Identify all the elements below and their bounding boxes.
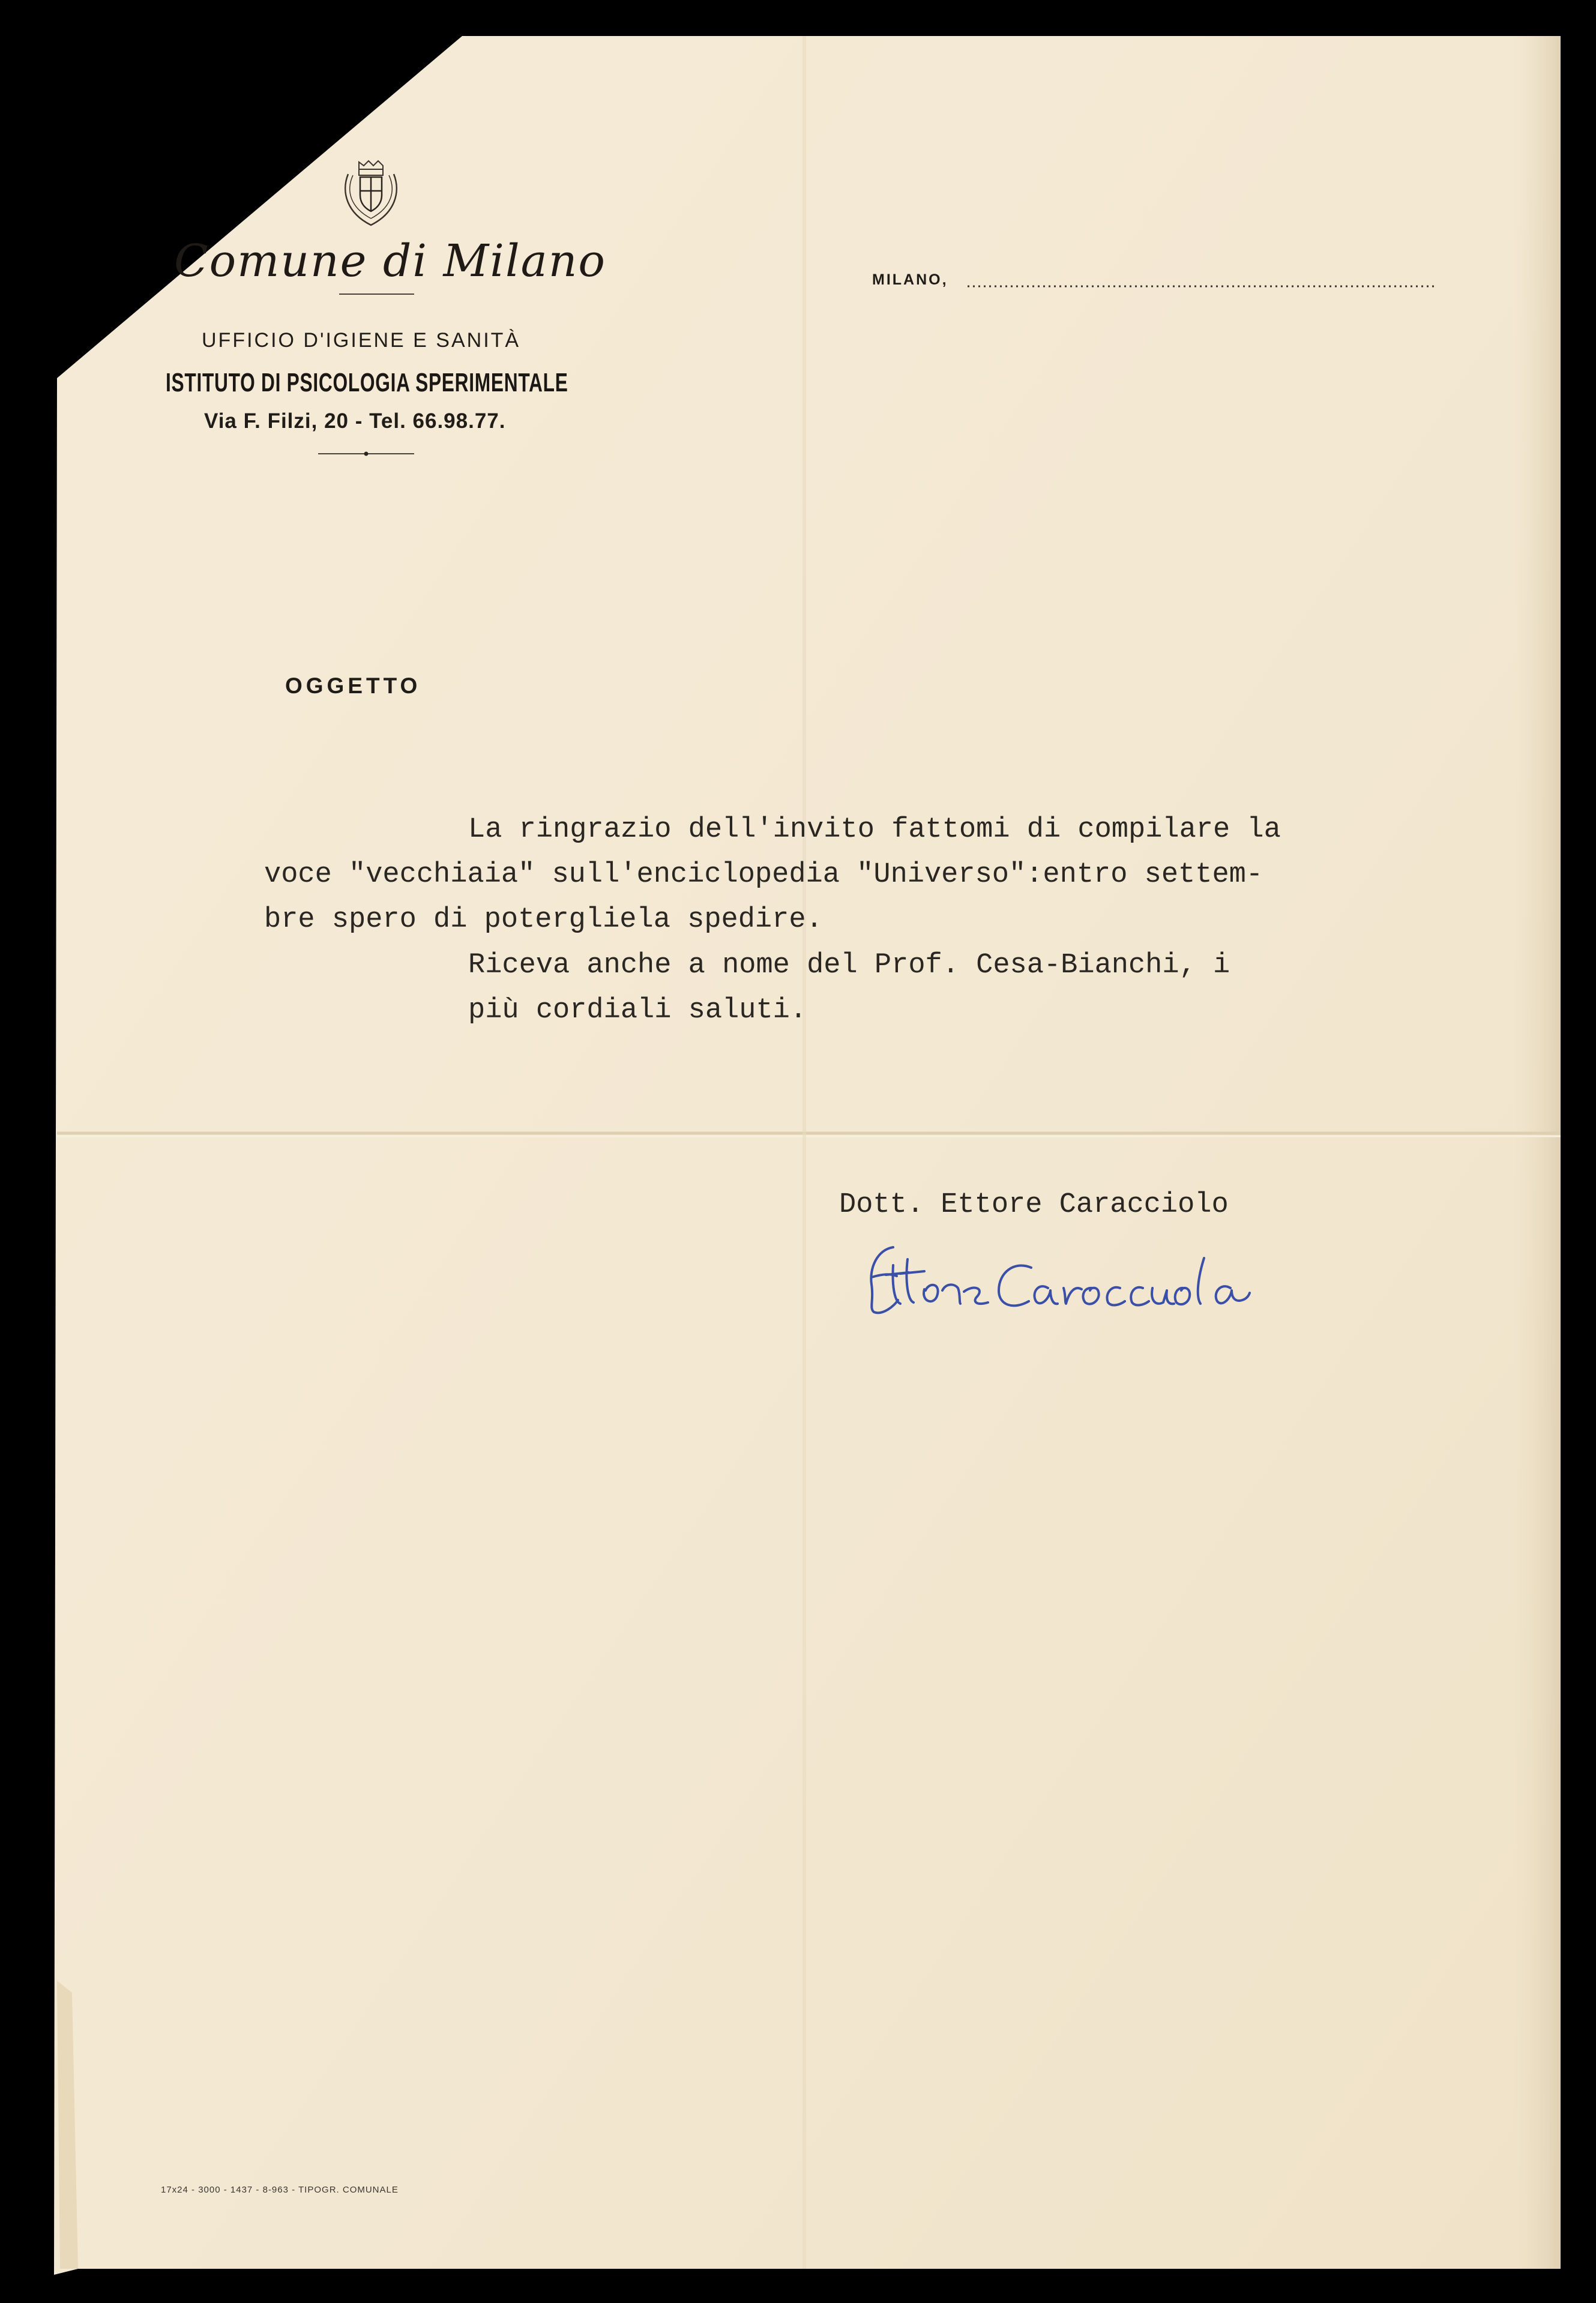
date-label: MILANO, — [872, 271, 948, 288]
body-line: La ringrazio dell'invito fattomi di compilare la — [468, 814, 1281, 846]
institute-address: Via F. Filzi, 20 - Tel. 66.98.77. — [204, 409, 506, 433]
body-line: voce "vecchiaia" sull'enciclopedia "Universo":entro settem- — [264, 859, 1263, 891]
body-line: Riceva anche a nome del Prof. Cesa-Bianchi, i — [468, 950, 1230, 981]
body-line: più cordiali saluti. — [468, 995, 807, 1026]
institute-name: ISTITUTO DI PSICOLOGIA SPERIMENTALE — [166, 368, 568, 397]
subject-label: OGGETTO — [285, 673, 421, 698]
body-line: bre spero di potergliela spedire. — [264, 904, 823, 936]
print-code: 17x24 - 3000 - 1437 - 8-963 - TIPOGR. COMUNALE — [161, 2185, 399, 2195]
office-name: UFFICIO D'IGIENE E SANITÀ — [202, 329, 521, 352]
typed-signature-name: Dott. Ettore Caracciolo — [839, 1189, 1229, 1221]
city-name: Comune di Milano — [174, 235, 606, 287]
